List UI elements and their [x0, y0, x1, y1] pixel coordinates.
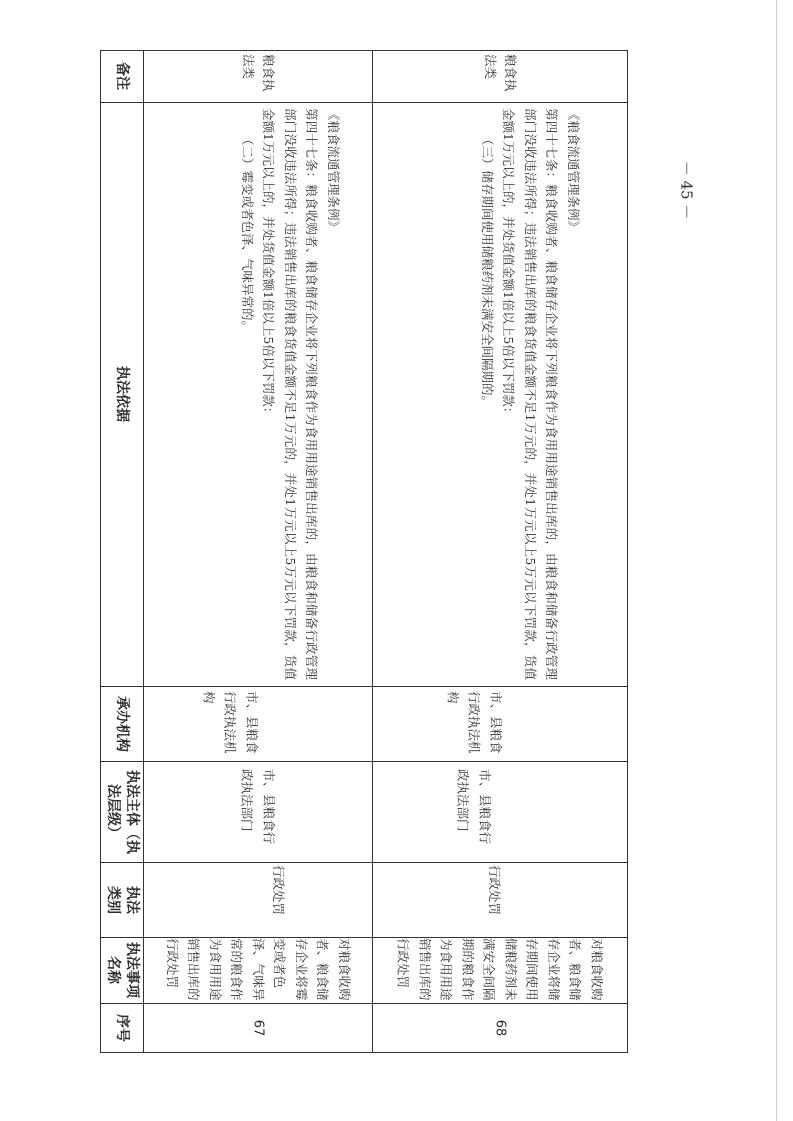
header-seq: 序号 [113, 1014, 130, 1042]
row68-basis-clause: （三）储存期间使用储粮药剂未满安全间隔期的。 [479, 133, 495, 409]
header-basis: 执法依据 [113, 366, 130, 422]
page-number-box [667, 160, 707, 220]
row68-basis-law: 《粮食流通管理条例》 [565, 108, 581, 234]
row68-basis [476, 108, 584, 680]
row67-basis-law: 《粮食流通管理条例》 [325, 108, 341, 234]
row68-category-cell [372, 862, 628, 937]
row68-subject: 市、县粮食行政执法部门 [456, 768, 493, 844]
row67-subject: 市、县粮食行政执法部门 [239, 768, 276, 844]
header-remarks-cell [100, 50, 143, 102]
header-agency-cell [100, 686, 143, 761]
header-subject: 执法主体（执法层级） [104, 769, 140, 854]
row68-seq-cell [372, 1003, 628, 1053]
header-item-name-cell [100, 937, 143, 1003]
row68-remarks: 粮食执法类 [483, 54, 518, 92]
row68-subject-cell [372, 761, 628, 862]
header-agency: 承办机构 [113, 695, 130, 752]
row67-agency: 市、县粮食行政执法机构 [200, 690, 259, 754]
row68-remarks-cell [372, 50, 628, 102]
row68-category: 行政处罚 [486, 864, 502, 915]
row67-seq-cell [143, 1003, 372, 1053]
row67-remarks-cell [143, 50, 372, 102]
row67-basis-clause: （二）霉变或者色泽、气味异常的。 [239, 133, 255, 334]
header-category-cell [100, 862, 143, 937]
row67-basis-article: 第四十七条：粮食收购者、粮食储存企业将下列粮食作为食用用途销售出库的，由粮食和储备行政管理部门没收违法所得；违法销售出库的粮食货值金额不足1万元的，并处1万元以上5万元以下罚款，货值金额1万元以上的，并处货值金额1倍以上5倍以下罚款： [260, 108, 319, 680]
page-edge-line [776, 0, 777, 1121]
row68-seq: 68 [492, 1019, 508, 1037]
row67-agency-cell [143, 686, 372, 761]
row67-category-cell [143, 862, 372, 937]
header-category: 执法类别 [104, 885, 140, 914]
row67-remarks: 粮食执法类 [240, 54, 276, 92]
row68-basis-cell [372, 102, 628, 686]
row68-item-name-cell [372, 937, 628, 1003]
row68-basis-article: 第四十七条：粮食收购者、粮食储存企业将下列粮食作为食用用途销售出库的，由粮食和储备行政管理部门没收违法所得；违法销售出库的粮食货值金额不足1万元的，并处1万元以上5万元以下罚款，货值金额1万元以上的，并处货值金额1倍以上5倍以下罚款： [501, 108, 560, 680]
header-seq-cell [100, 1003, 143, 1053]
row67-category: 行政处罚 [270, 864, 286, 915]
row67-seq: 67 [250, 1019, 265, 1037]
header-basis-cell [100, 102, 143, 686]
header-subject-cell [100, 761, 143, 862]
row67-basis-cell [143, 102, 372, 686]
row67-item-name: 对粮食收购者、粮食储存企业将霉变或者色泽、气味异常的粮食作为食用用途销售出库的行政处罚 [164, 938, 352, 1001]
row67-basis [236, 108, 344, 680]
row67-item-name-cell [143, 937, 372, 1003]
row68-agency: 市、县粮食行政执法机构 [445, 690, 504, 754]
row67-subject-cell [143, 761, 372, 862]
page-number: － 45 － [677, 160, 696, 220]
header-remarks: 备注 [113, 62, 130, 90]
row68-agency-cell [372, 686, 628, 761]
row68-item-name: 对粮食收购者、粮食储存企业将储存期间使用储粮药剂未满安全间隔期的粮食作为食用用途销售出库的行政处罚 [396, 938, 605, 1001]
header-item-name: 执法事项名称 [104, 942, 140, 998]
